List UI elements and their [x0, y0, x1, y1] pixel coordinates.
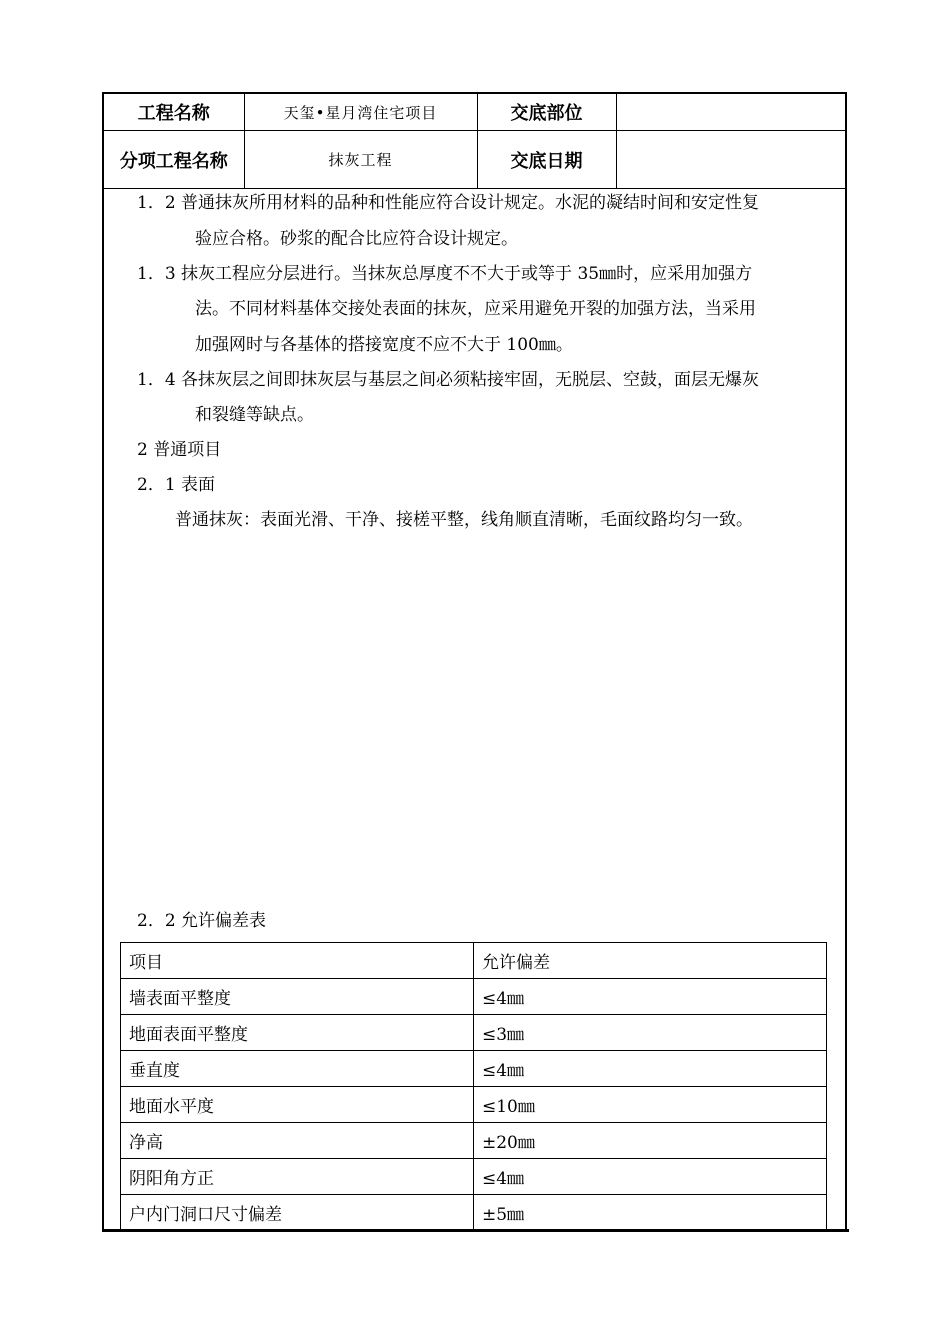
table-header-item: 项目 [121, 943, 474, 979]
table-row [121, 979, 827, 1015]
table-row [121, 1159, 827, 1195]
table-cell-tolerance: ≤10㎜ [474, 1087, 827, 1123]
frame-bottom-border [102, 1229, 849, 1232]
section-2-heading: 2 普通项目 [137, 440, 222, 460]
handover-part-label: 交底部位 [477, 94, 616, 131]
table-row [121, 1015, 827, 1051]
tolerance-table [120, 942, 827, 1231]
handover-part-value [616, 94, 847, 131]
project-name-value: 天玺•星月湾住宅项目 [244, 94, 477, 131]
table-cell-item: 墙表面平整度 [121, 979, 474, 1015]
table-cell-item: 户内门洞口尺寸偏差 [121, 1195, 474, 1231]
table-row [121, 1195, 827, 1231]
table-cell-tolerance: ±20㎜ [474, 1123, 827, 1159]
table-cell-item: 阴阳角方正 [121, 1159, 474, 1195]
table-row [121, 1051, 827, 1087]
table-cell-tolerance: ≤3㎜ [474, 1015, 827, 1051]
tolerance-table-caption: 2．2 允许偏差表 [137, 911, 267, 931]
clause-1-3-line-2: 法。不同材料基体交接处表面的抹灰，应采用避免开裂的加强方法，当采用 [195, 299, 756, 319]
table-cell-tolerance: ≤4㎜ [474, 979, 827, 1015]
sub-project-value: 抹灰工程 [244, 131, 477, 189]
table-row [121, 1087, 827, 1123]
table-header-tolerance: 允许偏差 [474, 943, 827, 979]
clause-1-4-line-1: 1．4 各抹灰层之间即抹灰层与基层之间必须粘接牢固，无脱层、空鼓，面层无爆灰 [137, 370, 760, 390]
header-row-2 [104, 131, 847, 189]
table-cell-item: 地面水平度 [121, 1087, 474, 1123]
clause-1-4-line-2: 和裂缝等缺点。 [195, 405, 314, 425]
table-cell-tolerance: ±5㎜ [474, 1195, 827, 1231]
table-cell-item: 地面表面平整度 [121, 1015, 474, 1051]
table-cell-tolerance: ≤4㎜ [474, 1159, 827, 1195]
header-row-1 [104, 94, 847, 131]
project-name-label: 工程名称 [104, 94, 244, 131]
clause-1-3-line-1: 1．3 抹灰工程应分层进行。当抹灰总厚度不不大于或等于 35㎜时，应采用加强方 [137, 264, 753, 284]
header-table [104, 94, 847, 189]
clause-1-3-line-3: 加强网时与各基体的搭接宽度不应不大于 100㎜。 [195, 335, 573, 355]
table-header-row [121, 943, 827, 979]
table-cell-item: 净高 [121, 1123, 474, 1159]
sub-project-label: 分项工程名称 [104, 131, 244, 189]
clause-1-2-line-2: 验应合格。砂浆的配合比应符合设计规定。 [195, 229, 518, 249]
table-cell-tolerance: ≤4㎜ [474, 1051, 827, 1087]
table-row [121, 1123, 827, 1159]
section-2-1-text: 普通抹灰：表面光滑、干净、接槎平整，线角顺直清晰，毛面纹路均匀一致。 [175, 510, 753, 530]
handover-date-label: 交底日期 [477, 131, 616, 189]
section-2-1-heading: 2．1 表面 [137, 475, 216, 495]
table-cell-item: 垂直度 [121, 1051, 474, 1087]
handover-date-value [616, 131, 847, 189]
clause-1-2-line-1: 1．2 普通抹灰所用材料的品种和性能应符合设计规定。水泥的凝结时间和安定性复 [137, 193, 760, 213]
